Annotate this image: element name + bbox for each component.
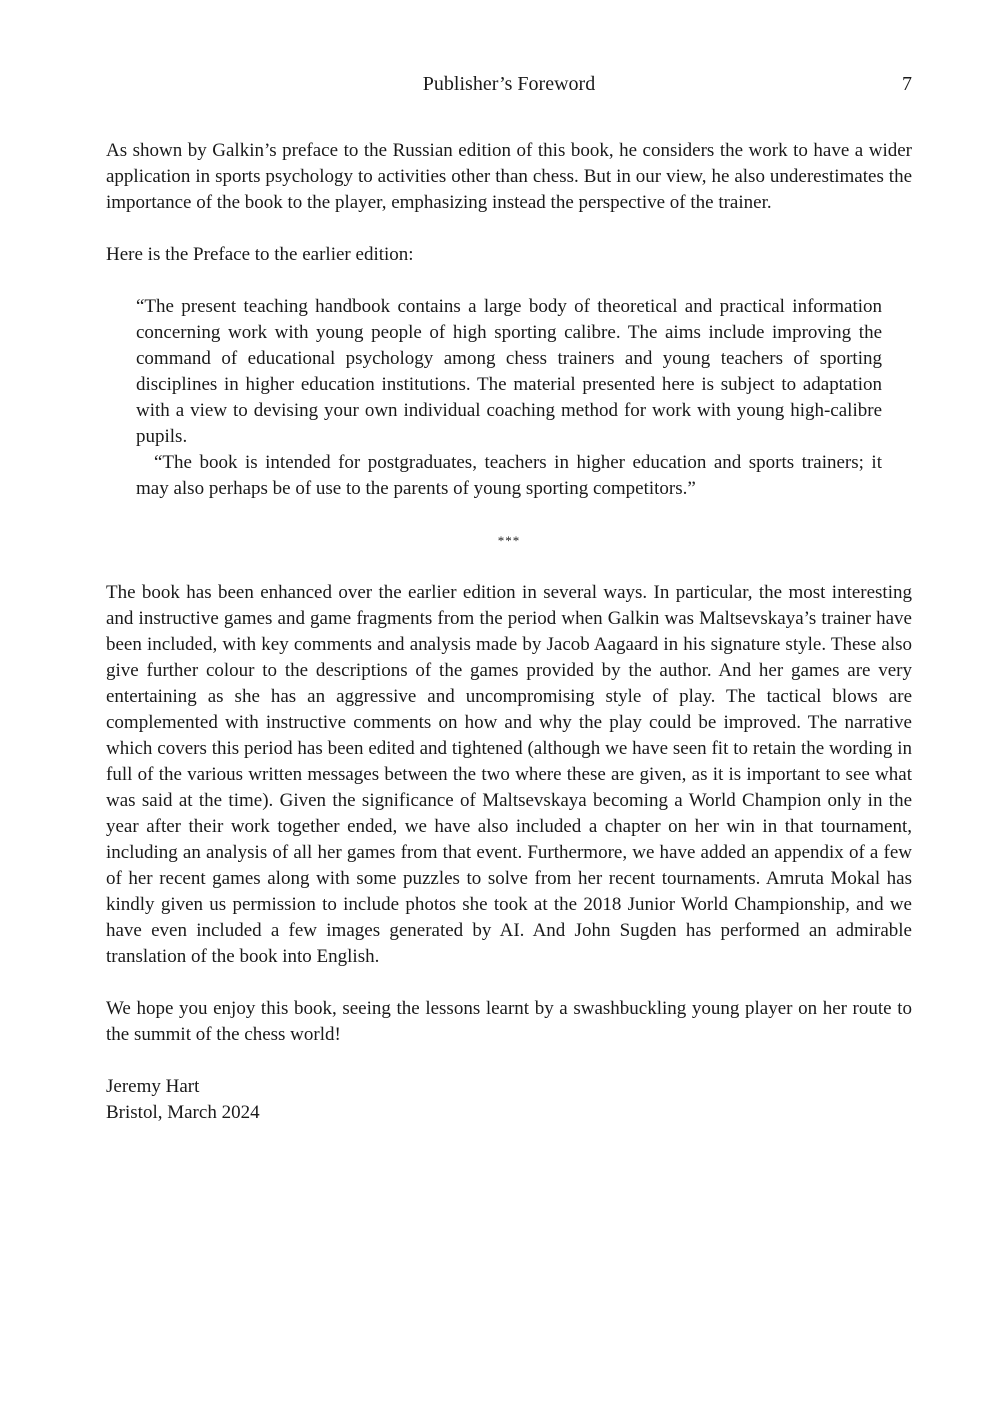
signature-block bbox=[106, 1074, 912, 1126]
signature-place-date: Bristol, March 2024 bbox=[106, 1102, 260, 1123]
quote-paragraph-2: “The book is intended for postgraduates, teachers in higher education and sports trainers; it may also perhaps be of use to the parents of young sporting competitors.” bbox=[136, 452, 882, 499]
page-number: 7 bbox=[902, 73, 912, 95]
paragraph-closing: We hope you enjoy this book, seeing the lessons learnt by a swashbuckling young player on her route to the summit of the chess world! bbox=[106, 998, 912, 1045]
running-title: Publisher’s Foreword bbox=[422, 73, 596, 95]
section-separator: *** bbox=[497, 533, 521, 548]
paragraph-preface-lead: Here is the Preface to the earlier edition: bbox=[106, 244, 414, 265]
running-header bbox=[106, 70, 912, 98]
paragraph-enhancements: The book has been enhanced over the earlier edition in several ways. In particular, the most interesting and instructive games and game fragments from the period when Galkin was Maltsevskaya’s trainer have been included, with key comments and analysis made by Jacob Aagaard in his signature style. These also give further colour to the descriptions of the games provided by the author. And her games are very entertaining as she has an aggressive and uncompromising style of play. The tactical blows are complemented with instructive comments on how and why the play could be improved. The narrative which covers this period has been edited and tightened (although we have seen fit to retain the wording in full of the various written messages between the two where these are given, as it is important to see what was said at the time). Given the significance of Maltsevskaya becoming a World Champion only in the year after their work together ended, we have also included a chapter on her win in that tournament, including an analysis of all her games from that event. Furthermore, we have added an appendix of a few of her recent games along with some puzzles to solve from her recent tournaments. Amruta Mokal has kindly given us permission to include photos she took at the 2018 Junior World Championship, and we have even included a few images generated by AI. And John Sugden has performed an admirable translation of the book into English. bbox=[106, 582, 912, 967]
signature-name: Jeremy Hart bbox=[106, 1076, 200, 1097]
paragraph-intro: As shown by Galkin’s preface to the Russian edition of this book, he considers the work to have a wider application in sports psychology to activities other than chess. But in our view, he also underestimates the importance of the book to the player, emphasizing instead the perspective of the trainer. bbox=[106, 140, 912, 213]
body-text bbox=[106, 138, 912, 1126]
quote-paragraph-1: “The present teaching handbook contains a large body of theoretical and practical information concerning work with young people of high sporting calibre. The aims include improving the command of educational psychology among chess trainers and young teachers of sporting disciplines in higher education institutions. The material presented here is subject to adaptation with a view to devising your own individual coaching method for work with young high-calibre pupils. bbox=[136, 296, 882, 447]
block-quote bbox=[136, 294, 882, 502]
